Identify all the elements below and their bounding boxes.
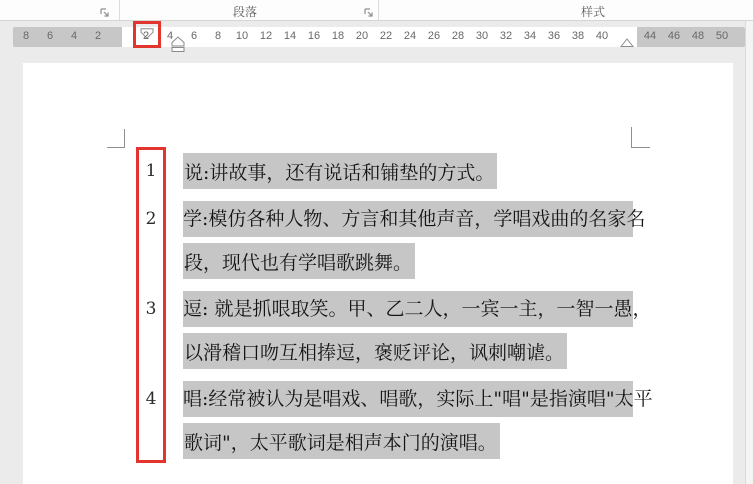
ruler-tick-label-margin-46: 46 [667, 30, 681, 42]
selected-text[interactable]: 段，现代也有学唱歌跳舞。 [183, 243, 415, 279]
ruler-tick-label-main-8: 8 [214, 30, 222, 42]
group-separator [119, 0, 120, 20]
ruler-tick-label-main-16: 16 [307, 30, 321, 42]
selected-text[interactable]: 说:讲故事，还有说话和铺垫的方式。 [183, 153, 497, 189]
ruler-tick-label-margin-50: 50 [715, 30, 729, 42]
selected-text[interactable]: 唱:经常被认为是唱戏、唱歌，实际上"唱"是指演唱"太平 [183, 381, 633, 417]
annotation-box-number-column [136, 147, 166, 463]
ruler-tick-label-margin-8: 8 [22, 30, 30, 42]
ruler-tick-label-main-14: 14 [283, 30, 297, 42]
text-line [183, 333, 635, 369]
ruler-tick-label-main-22: 22 [379, 30, 393, 42]
ruler-tick-label-main-38: 38 [571, 30, 585, 42]
ribbon-strip [0, 0, 753, 21]
text-line [183, 423, 635, 459]
right-indent-marker[interactable] [620, 38, 634, 48]
selected-text[interactable]: 学:模仿各种人物、方言和其他声音，学唱戏曲的名家名 [183, 201, 633, 237]
group-separator [378, 0, 379, 20]
ruler-tick-label-margin-2: 2 [94, 30, 102, 42]
ruler-tick-label-main-18: 18 [331, 30, 345, 42]
list-paragraph [145, 381, 653, 459]
ruler-tick-label-margin-6: 6 [46, 30, 54, 42]
ruler-tick-label-main-2: 2 [142, 30, 150, 42]
selected-text[interactable]: 逗: 就是抓哏取笑。甲、乙二人，一宾一主，一智一愚， [183, 291, 633, 327]
list-number: 3 [145, 299, 157, 319]
text-line [183, 291, 652, 327]
list-paragraph [145, 291, 652, 369]
ruler-tick-label-main-34: 34 [523, 30, 537, 42]
ruler-tick-label-main-28: 28 [451, 30, 465, 42]
annotation-box-indent-marker [133, 21, 161, 48]
selected-text[interactable]: 歌词"，太平歌词是相声本门的演唱。 [183, 423, 500, 459]
list-number: 4 [145, 389, 157, 409]
ruler-tick-label-main-40: 40 [595, 30, 609, 42]
selected-text[interactable]: 以滑稽口吻互相捧逗，褒贬评论，讽刺嘲谑。 [183, 333, 567, 369]
dialog-launcher-icon[interactable] [99, 7, 111, 19]
ruler-tick-label-main-26: 26 [427, 30, 441, 42]
text-line [183, 201, 646, 237]
list-number: 1 [145, 161, 157, 181]
text-line [183, 381, 653, 417]
text-boundary-mark-topright [631, 127, 632, 147]
ruler-tick-label-main-24: 24 [403, 30, 417, 42]
ruler-tick-label-main-4: 4 [166, 30, 174, 42]
ruler-tick-label-margin-4: 4 [70, 30, 78, 42]
numbered-list [145, 153, 653, 459]
ruler[interactable] [0, 27, 753, 47]
text-boundary-mark-topright [631, 147, 650, 148]
ruler-tick-label-main-6: 6 [190, 30, 198, 42]
text-line [183, 153, 635, 189]
text-line [183, 243, 635, 279]
styles-group-label: 样式 [580, 5, 605, 19]
ruler-tick-label-main-12: 12 [259, 30, 273, 42]
document-page[interactable] [23, 63, 733, 484]
left-indent-marker [172, 48, 184, 52]
list-paragraph [145, 201, 646, 279]
dialog-launcher-icon[interactable] [363, 7, 375, 19]
ruler-tick-label-margin-44: 44 [643, 30, 657, 42]
list-number: 2 [145, 209, 157, 229]
list-paragraph [145, 153, 635, 189]
ruler-tick-label-main-20: 20 [355, 30, 369, 42]
ruler-tick-label-main-36: 36 [547, 30, 561, 42]
ruler-tick-label-margin-48: 48 [691, 30, 705, 42]
ruler-tick-label-main-10: 10 [235, 30, 249, 42]
paragraph-group-label: 段落 [232, 5, 257, 19]
text-boundary-mark-topleft [107, 147, 125, 148]
ruler-tick-label-main-30: 30 [475, 30, 489, 42]
ruler-tick-label-main-32: 32 [499, 30, 513, 42]
vertical-scrollbar[interactable] [745, 21, 753, 484]
text-boundary-mark-topleft [124, 129, 125, 147]
